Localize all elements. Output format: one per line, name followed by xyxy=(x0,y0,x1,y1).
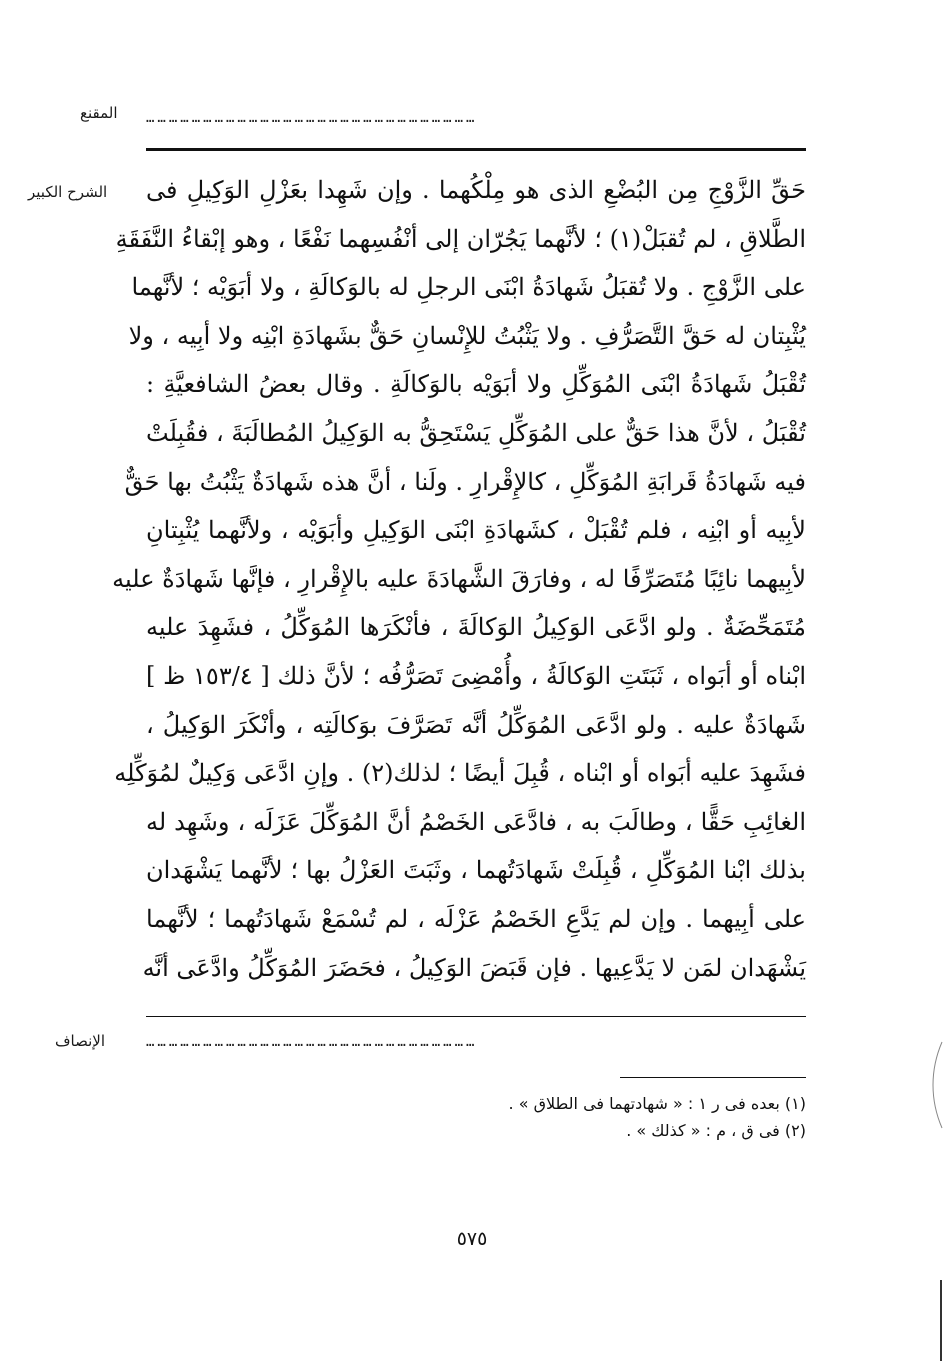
text-line: يَشْهَدان لمَن لا يَدَّعِيها . فإن قَبَضَ الوَكِيلُ ، فحَضَرَ المُوَكِّلُ وادَّعَى أنَّه xyxy=(142,953,806,982)
text-line: تُقْبَلُ شَهادَةُ ابْنَى المُوَكِّلِ ولا أبَوَيْه بالوَكالَةِ . وقال بعضُ الشافعيَّةِ : xyxy=(146,370,806,399)
sharh-section-label: الشرح الكبير xyxy=(28,183,108,201)
text-line: الطَّلاقِ ، لم تُقبَلْ(١) ؛ لأنَّهما يَجُرّان إلى أنْفُسِهما نَفْعًا ، وهو إبْقاءُ النَّفَقَةِ xyxy=(115,224,806,253)
footnote-2: (٢) فى ق ، م : « كذلك » . xyxy=(626,1121,806,1140)
text-line: على أبِيهما . وإن لم يَدَّعِ الخَصْمُ عَزْلَه ، لم تُسْمَعْ شَهادَتُهما ؛ لأنَّهما xyxy=(146,904,806,933)
top-dotted-separator: …………………………………………………………………………… xyxy=(146,110,478,126)
page-edge-curve xyxy=(926,1040,944,1130)
top-rule xyxy=(146,148,806,151)
page-edge-line xyxy=(940,1280,942,1361)
page-number: ٥٧٥ xyxy=(456,1228,488,1250)
text-line: مُتَمَحِّضَةٌ . ولو ادَّعَى الوَكِيلُ الوَكالَةَ ، فأنْكَرَها المُوَكِّلُ ، فشَهِدَ عليه xyxy=(146,613,806,642)
insaf-section-label: الإنصاف xyxy=(55,1032,106,1050)
text-line: تُقْبَلُ ، لأنَّ هذا حَقٌّ على المُوَكِّلِ يَسْتَحِقُّ به الوَكِيلُ المُطالَبَةَ ، فقُبِلَتْ xyxy=(146,418,806,447)
text-line: فيه شَهادَةُ قَرابَةِ المُوَكِّلِ ، كالإِقْرارِ . ولَنا ، أنَّ هذه شَهادَةٌ يَثْبُتُ بها حَقٌّ xyxy=(124,467,806,496)
text-line: لأبِيه أو ابْنِه ، فلم تُقْبَلْ ، كشَهادَةِ ابْنَى الوَكِيلِ وأبَوَيْه ، ولأنَّهما يُثْبِتانِ xyxy=(146,516,806,545)
bottom-dotted-separator: …………………………………………………………………………… xyxy=(146,1034,478,1050)
text-line: حَقِّ الزَّوْجِ مِن البُضْعِ الذى هو مِلْكُهما . وإن شَهِدا بعَزْلِ الوَكِيلِ فى xyxy=(146,176,806,204)
text-line: على الزَّوْجِ . ولا تُقبَلُ شَهادَةُ ابْنَى الرجلِ له بالوَكالَةِ ، ولا أبَوَيْه ؛ لأنَّهما xyxy=(131,273,806,302)
footnote-rule xyxy=(620,1077,806,1078)
book-title-label: المقنع xyxy=(80,104,118,122)
footnote-1: (١) بعده فى ر ١ : « شهادتهما فى الطلاق » . xyxy=(508,1094,806,1113)
main-text xyxy=(112,166,806,992)
text-line: فشَهِدَ عليه أبَواه أو ابْناه ، قُبِلَ أيضًا ؛ لذلك(٢) . وإنِ ادَّعَى وَكِيلٌ لمُوَكِّلِه xyxy=(114,759,806,788)
text-line: شَهادَةٌ عليه . ولو ادَّعَى المُوَكِّلُ أنَّه تَصَرَّفَ بوَكالَتِه ، وأنْكَرَ الوَكِيلُ ، xyxy=(146,710,806,739)
text-line: بذلك ابْنا المُوَكِّلِ ، قُبِلَتْ شَهادَتُهما ، وثَبَتَ العَزْلُ بها ؛ لأنَّهما يَشْهَدان xyxy=(146,856,806,885)
text-line: لأبِيهما نائِبًا مُتَصَرِّفًا له ، وفارَقَ الشَّهادَةَ عليه بالإِقْرارِ ، فإنَّها شَهادَةٌ عليه xyxy=(112,564,806,593)
text-line: ابْناه أو أبَواه ، ثَبَتَتِ الوَكالَةُ ، وأُمْضِىَ تَصَرُّفُه ؛ لأنَّ ذلك [ ١٥٣/٤ ظ ] xyxy=(146,661,806,690)
insaf-separator-rule xyxy=(146,1016,806,1017)
text-line: يُثْبِتان له حَقَّ التَّصَرُّفِ . ولا يَثْبُتُ للإِنْسانِ حَقٌّ بشَهادَةِ ابْنِه ولا أبِيه ، ولا xyxy=(128,321,806,350)
footnotes xyxy=(300,1090,806,1144)
text-line: الغائِبِ حَقًّا ، وطالَبَ به ، فادَّعَى الخَصْمُ أنَّ المُوَكِّلَ عَزَلَه ، وشَهِد له xyxy=(146,807,806,836)
